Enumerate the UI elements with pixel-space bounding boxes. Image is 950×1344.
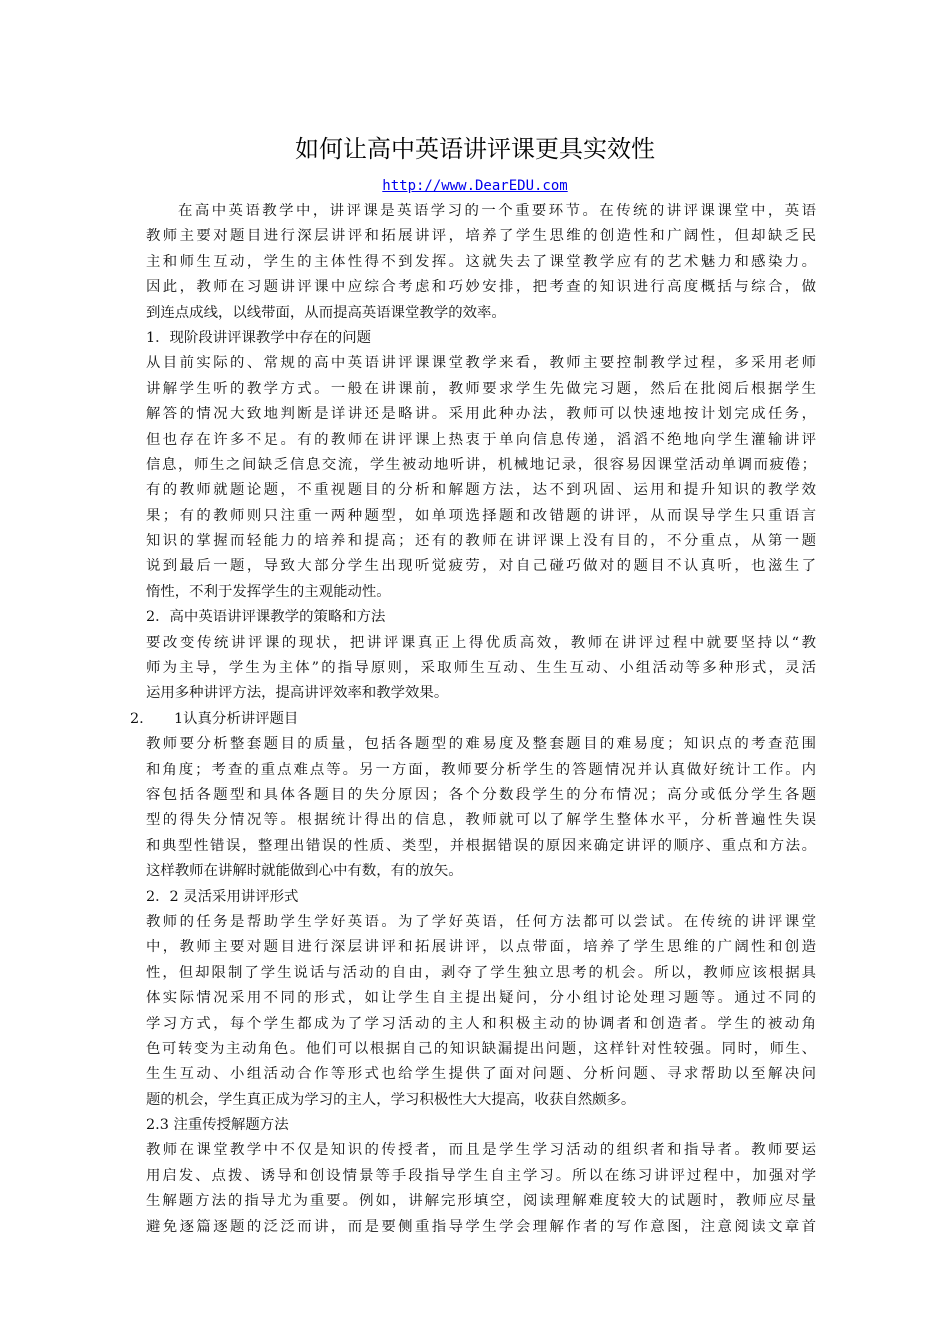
section-2-1-paragraph xyxy=(146,732,816,884)
heading-text: 1认真分析讲评题目 xyxy=(174,710,299,727)
section-2-3-paragraph xyxy=(146,1138,816,1240)
text-line: 到连点成线，以线带面，从而提高英语课堂教学的效率。 xyxy=(146,304,506,321)
text-line: 题的机会，学生真正成为学习的主人，学习积极性大大提高，收获自然颇多。 xyxy=(146,1091,636,1108)
section-2-2-paragraph xyxy=(146,910,816,1113)
text-line: 性，但却限制了学生说话与活动的自由，剥夺了学生独立思考的机会。所以，教师应该根据具 xyxy=(146,964,816,981)
text-line: 教师要分析整套题目的质量，包括各题型的难易度及整套题目的难易度；知识点的考查范围 xyxy=(146,736,816,753)
text-line: 说到最后一题，导致大部分学生出现听觉疲劳，对自己碰巧做对的题目不认真听，也滋生了 xyxy=(146,558,816,575)
text-line: 主和师生互动，学生的主体性得不到发挥。这就失去了课堂教学应有的艺术魅力和感染力。 xyxy=(146,253,816,270)
source-link[interactable]: http://www.DearEDU.com xyxy=(382,178,568,194)
text-line: 果；有的教师则只注重一两种题型，如单项选择题和改错题的讲评，从而误导学生只重语言 xyxy=(146,507,816,524)
section-heading-2-2: 2．2 灵活采用讲评形式 xyxy=(146,888,299,905)
text-line: 教师的任务是帮助学生学好英语。为了学好英语，任何方法都可以尝试。在传统的讲评课堂 xyxy=(146,913,816,930)
document-title: 如何让高中英语讲评课更具实效性 xyxy=(295,135,655,163)
document-body xyxy=(130,199,816,1240)
text-line: 解答的情况大致地判断是详讲还是略讲。采用此种办法，教师可以快速地按计划完成任务， xyxy=(146,406,816,423)
text-line: 用启发、点拨、诱导和创设情景等手段指导学生自主学习。所以在练习讲评过程中，加强对学 xyxy=(146,1167,816,1184)
text-line: 在高中英语教学中，讲评课是英语学习的一个重要环节。在传统的讲评课课堂中，英语 xyxy=(178,203,816,219)
text-line: 这样教师在讲解时就能做到心中有数，有的放矢。 xyxy=(146,863,463,880)
text-line: 体实际情况采用不同的形式，如让学生自主提出疑问，分小组讨论处理习题等。通过不同的 xyxy=(146,990,816,1007)
text-line: 要改变传统讲评课的现状，把讲评课真正上得优质高效，教师在讲评过程中就要坚持以“教 xyxy=(146,634,816,651)
text-line: 型的得失分情况等。根据统计得出的信息，教师就可以了解学生整体水平，分析普遍性失误 xyxy=(146,812,816,829)
text-line: 因此，教师在习题讲评课中应综合考虑和巧妙安排，把考查的知识进行高度概括与综合，做 xyxy=(146,279,816,296)
intro-paragraph xyxy=(146,199,816,326)
text-line: 生生互动、小组活动合作等形式也给学生提供了面对问题、分析问题、寻求帮助以至解决问 xyxy=(146,1066,816,1083)
text-line: 中，教师主要对题目进行深层讲评和拓展讲评，以点带面，培养了学生思维的广阔性和创造 xyxy=(146,939,816,956)
section-heading-1: 1．现阶段讲评课教学中存在的问题 xyxy=(146,329,372,346)
text-line: 师为主导，学生为主体”的指导原则，采取师生互动、生生互动、小组活动等多种形式，灵活 xyxy=(146,660,816,677)
text-line: 有的教师就题论题，不重视题目的分析和解题方法，达不到巩固、运用和提升知识的教学效 xyxy=(146,482,816,499)
text-line: 学习方式，每个学生都成为了学习活动的主人和积极主动的协调者和创造者。学生的被动角 xyxy=(146,1015,816,1032)
section-2-paragraph xyxy=(146,631,816,707)
text-line: 容包括各题型和具体各题目的失分原因；各个分数段学生的分布情况；高分或低分学生各题 xyxy=(146,786,816,803)
text-line: 教师主要对题目进行深层讲评和拓展讲评，培养了学生思维的创造性和广阔性，但却缺乏民 xyxy=(146,228,816,245)
text-line: 生解题方法的指导尤为重要。例如，讲解完形填空，阅读理解难度较大的试题时，教师应尽量 xyxy=(146,1193,816,1210)
section-heading-2-3: 2.3 注重传授解题方法 xyxy=(146,1117,289,1134)
text-line: 运用多种讲评方法，提高讲评效率和教学效果。 xyxy=(146,685,449,702)
text-line: 色可转变为主动角色。他们可以根据自己的知识缺漏提出问题，这样针对性较强。同时，师生、 xyxy=(146,1040,816,1057)
heading-number: 2. xyxy=(130,710,144,727)
text-line: 讲解学生听的教学方式。一般在讲课前，教师要求学生先做完习题，然后在批阅后根据学生 xyxy=(146,380,816,397)
text-line: 和角度；考查的重点难点等。另一方面，教师要分析学生的答题情况并认真做好统计工作。内 xyxy=(146,761,816,778)
text-line: 信息，师生之间缺乏信息交流，学生被动地听讲，机械地记录，很容易因课堂活动单调而疲倦； xyxy=(146,456,816,473)
text-line: 惰性，不利于发挥学生的主观能动性。 xyxy=(146,583,391,600)
text-line: 避免逐篇逐题的泛泛而讲，而是要侧重指导学生学会理解作者的写作意图，注意阅读文章首 xyxy=(146,1218,816,1235)
text-line: 但也存在许多不足。有的教师在讲评课上热衷于单向信息传递，滔滔不绝地向学生灌输讲评 xyxy=(146,431,816,448)
section-1-paragraph xyxy=(146,351,816,605)
text-line: 教师在课堂教学中不仅是知识的传授者，而且是学生学习活动的组织者和指导者。教师要运 xyxy=(146,1142,816,1159)
section-heading-2: 2．高中英语讲评课教学的策略和方法 xyxy=(146,609,386,626)
text-line: 从目前实际的、常规的高中英语讲评课课堂教学来看，教师主要控制教学过程，多采用老师 xyxy=(146,355,816,372)
text-line: 和典型性错误，整理出错误的性质、类型，并根据错误的原因来确定讲评的顺序、重点和方法。 xyxy=(146,837,816,854)
section-heading-2-1 xyxy=(130,707,816,732)
text-line: 知识的掌握而轻能力的培养和提高；还有的教师在讲评课上没有目的，不分重点，从第一题 xyxy=(146,533,816,550)
